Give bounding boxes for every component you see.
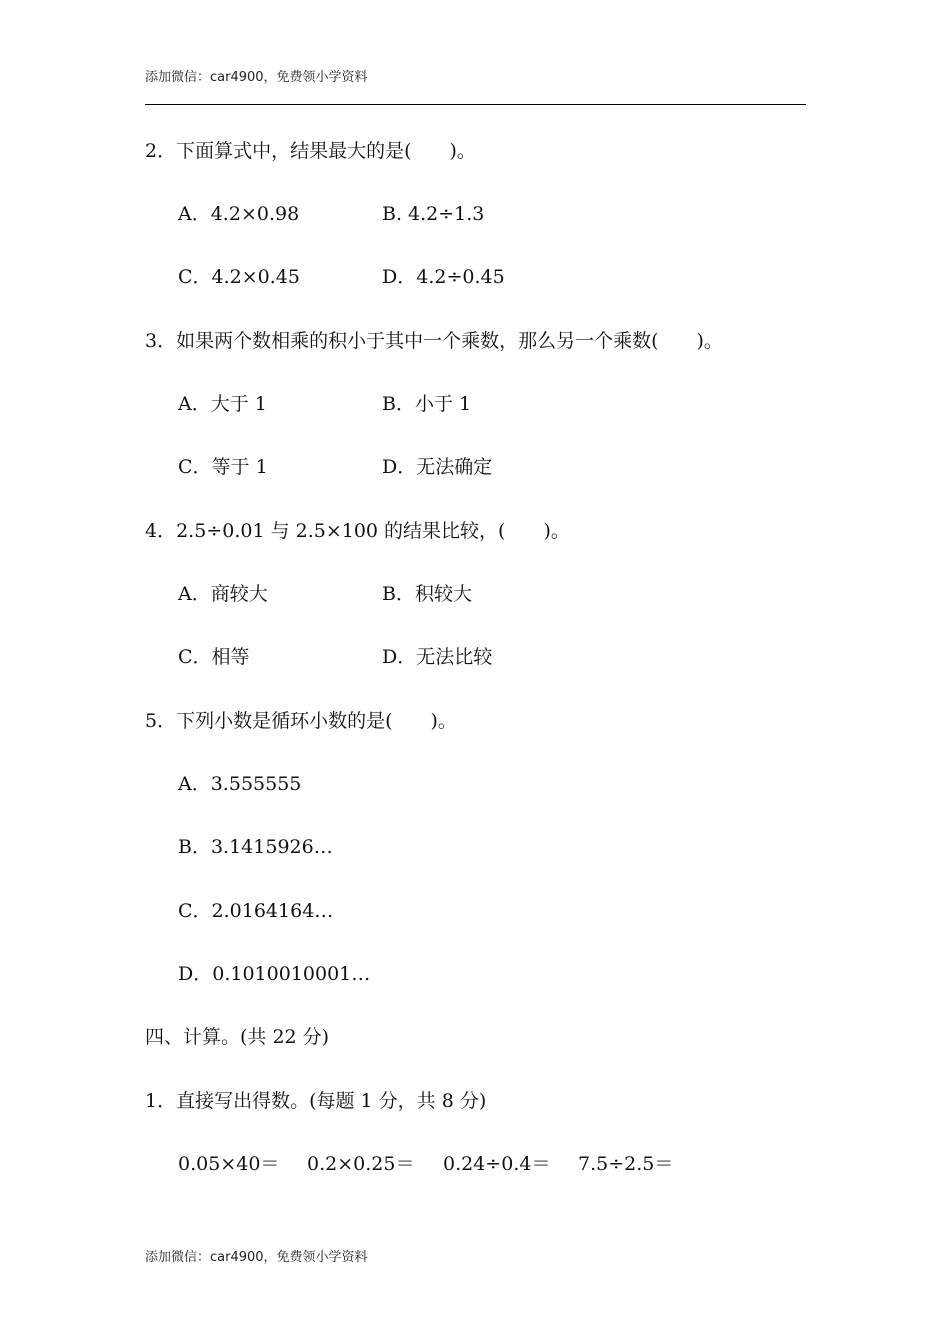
question-4-option-b: B．积较大 (382, 583, 472, 605)
question-5-stem: 5．下列小数是循环小数的是( )。 (145, 710, 457, 732)
section-4-sub1-stem: 1．直接写出得数。(每题 1 分，共 8 分) (145, 1090, 487, 1112)
calc-item-1: 0.05×40＝ (178, 1153, 280, 1175)
question-4-option-d: D．无法比较 (382, 646, 493, 668)
calc-item-3: 0.24÷0.4＝ (443, 1153, 551, 1175)
question-3-stem: 3．如果两个数相乘的积小于其中一个乘数，那么另一个乘数( )。 (145, 330, 723, 352)
question-3-option-c: C．等于 1 (178, 456, 268, 478)
question-5-option-c: C．2.0164164… (178, 900, 334, 922)
question-3-option-a: A．大于 1 (178, 393, 267, 415)
question-2-option-d: D．4.2÷0.45 (382, 266, 505, 288)
question-5-option-a: A．3.555555 (178, 773, 302, 795)
question-3-option-b: B．小于 1 (382, 393, 472, 415)
question-2-option-a: A．4.2×0.98 (178, 203, 300, 225)
question-5-option-d: D．0.1010010001… (178, 963, 371, 985)
question-4-stem: 4．2.5÷0.01 与 2.5×100 的结果比较，( )。 (145, 520, 570, 542)
page-header: 添加微信：car4900，免费领小学资料 (145, 70, 368, 85)
calc-item-4: 7.5÷2.5＝ (578, 1153, 674, 1175)
question-4-option-c: C．相等 (178, 646, 250, 668)
question-4-option-a: A．商较大 (178, 583, 268, 605)
question-5-option-b: B．3.1415926… (178, 836, 333, 858)
question-3-option-d: D．无法确定 (382, 456, 493, 478)
calc-item-2: 0.2×0.25＝ (307, 1153, 415, 1175)
question-2-stem: 2．下面算式中，结果最大的是( )。 (145, 140, 476, 162)
section-4-title: 四、计算。(共 22 分) (145, 1026, 330, 1048)
question-2-option-b: B. 4.2÷1.3 (382, 203, 485, 225)
question-2-option-c: C．4.2×0.45 (178, 266, 300, 288)
page-footer: 添加微信：car4900，免费领小学资料 (145, 1250, 368, 1265)
header-divider (145, 104, 806, 105)
